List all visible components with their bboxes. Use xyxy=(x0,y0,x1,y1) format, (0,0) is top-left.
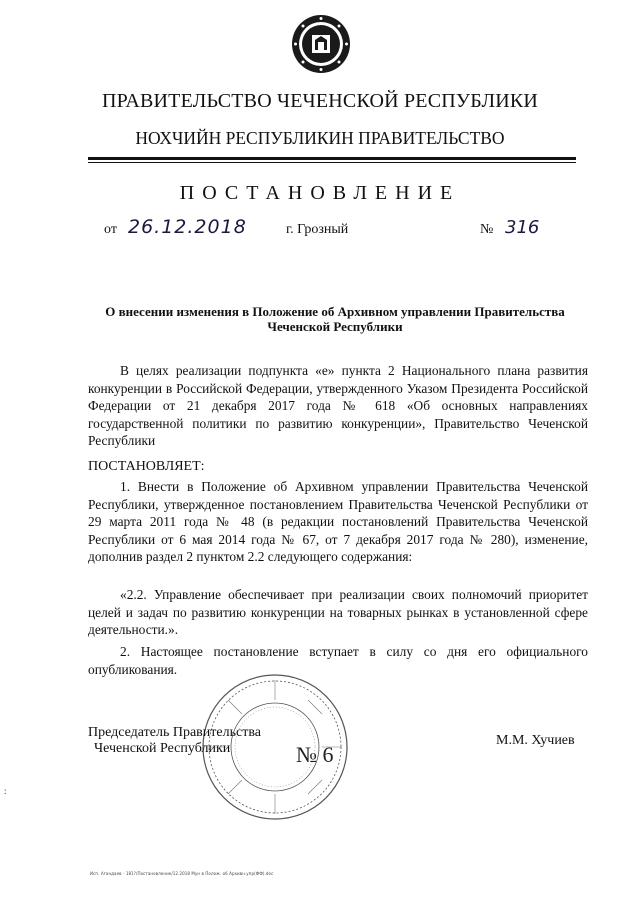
item-1-paragraph: 1. Внести в Положение об Архивном управлении Правительства Чеченской Республики, утвержденное постановлением Правительства Чеченской Республики от 29 марта 2011 года № 48 (в редакции постановлений Правительства Чеченской Республики от 6 мая 2014 года № 67, от 7 декабря 2017 года № 280), изменение, дополнив раздел 2 пунктом 2.2 следующего содержания: xyxy=(88,479,588,565)
document-subject: О внесении изменения в Положение об Архивном управлении Правительства Чеченской Республики xyxy=(105,304,565,334)
header-rule-thin xyxy=(88,162,576,163)
document-date: 26.12.2018 xyxy=(128,216,247,238)
number-prefix: № xyxy=(480,222,494,237)
signatory-title xyxy=(88,725,261,757)
seal-number: № 6 xyxy=(296,742,334,767)
document-number: 316 xyxy=(505,217,540,238)
coat-of-arms-icon xyxy=(291,14,351,74)
signatory-name: М.М. Хучиев xyxy=(496,733,575,748)
document-city: г. Грозный xyxy=(286,222,349,237)
signatory-title-line-1: Председатель Правительства xyxy=(88,725,261,740)
footer-file-path: Исп. Агандаев - 181?/Постановление/12.2018 Мун в Полож. об Архивн.упр(ФФ).doc xyxy=(90,871,274,876)
header-rule-thick xyxy=(88,157,576,160)
margin-mark: : xyxy=(4,786,7,796)
preamble-paragraph: В целях реализации подпункта «е» пункта 2 Национального плана развития конкуренции в Российской Федерации, утвержденного Указом Президента Российской Федерации от 21 декабря 2017 года № 618 «Об основных направлениях государственной политики по развитию конкуренции», Правительство Чеченской Республики xyxy=(88,363,588,449)
document-type-title: ПОСТАНОВЛЕНИЕ xyxy=(179,182,461,204)
item-1-quote-paragraph: «2.2. Управление обеспечивает при реализации своих полномочий приоритет целей и задач по развитию конкуренции на товарных рынках в установленной сфере деятельности.». xyxy=(88,587,588,638)
signatory-title-line-2: Чеченской Республики xyxy=(94,741,231,756)
government-name-ce: НОХЧИЙН РЕСПУБЛИКИН ПРАВИТЕЛЬСТВО xyxy=(135,128,505,148)
decree-word: ПОСТАНОВЛЯЕТ: xyxy=(88,459,205,474)
date-prefix: от xyxy=(104,222,117,237)
government-name-ru: ПРАВИТЕЛЬСТВО ЧЕЧЕНСКОЙ РЕСПУБЛИКИ xyxy=(101,90,539,112)
item-2-paragraph: 2. Настоящее постановление вступает в силу со дня его официального опубликования. xyxy=(88,644,588,677)
